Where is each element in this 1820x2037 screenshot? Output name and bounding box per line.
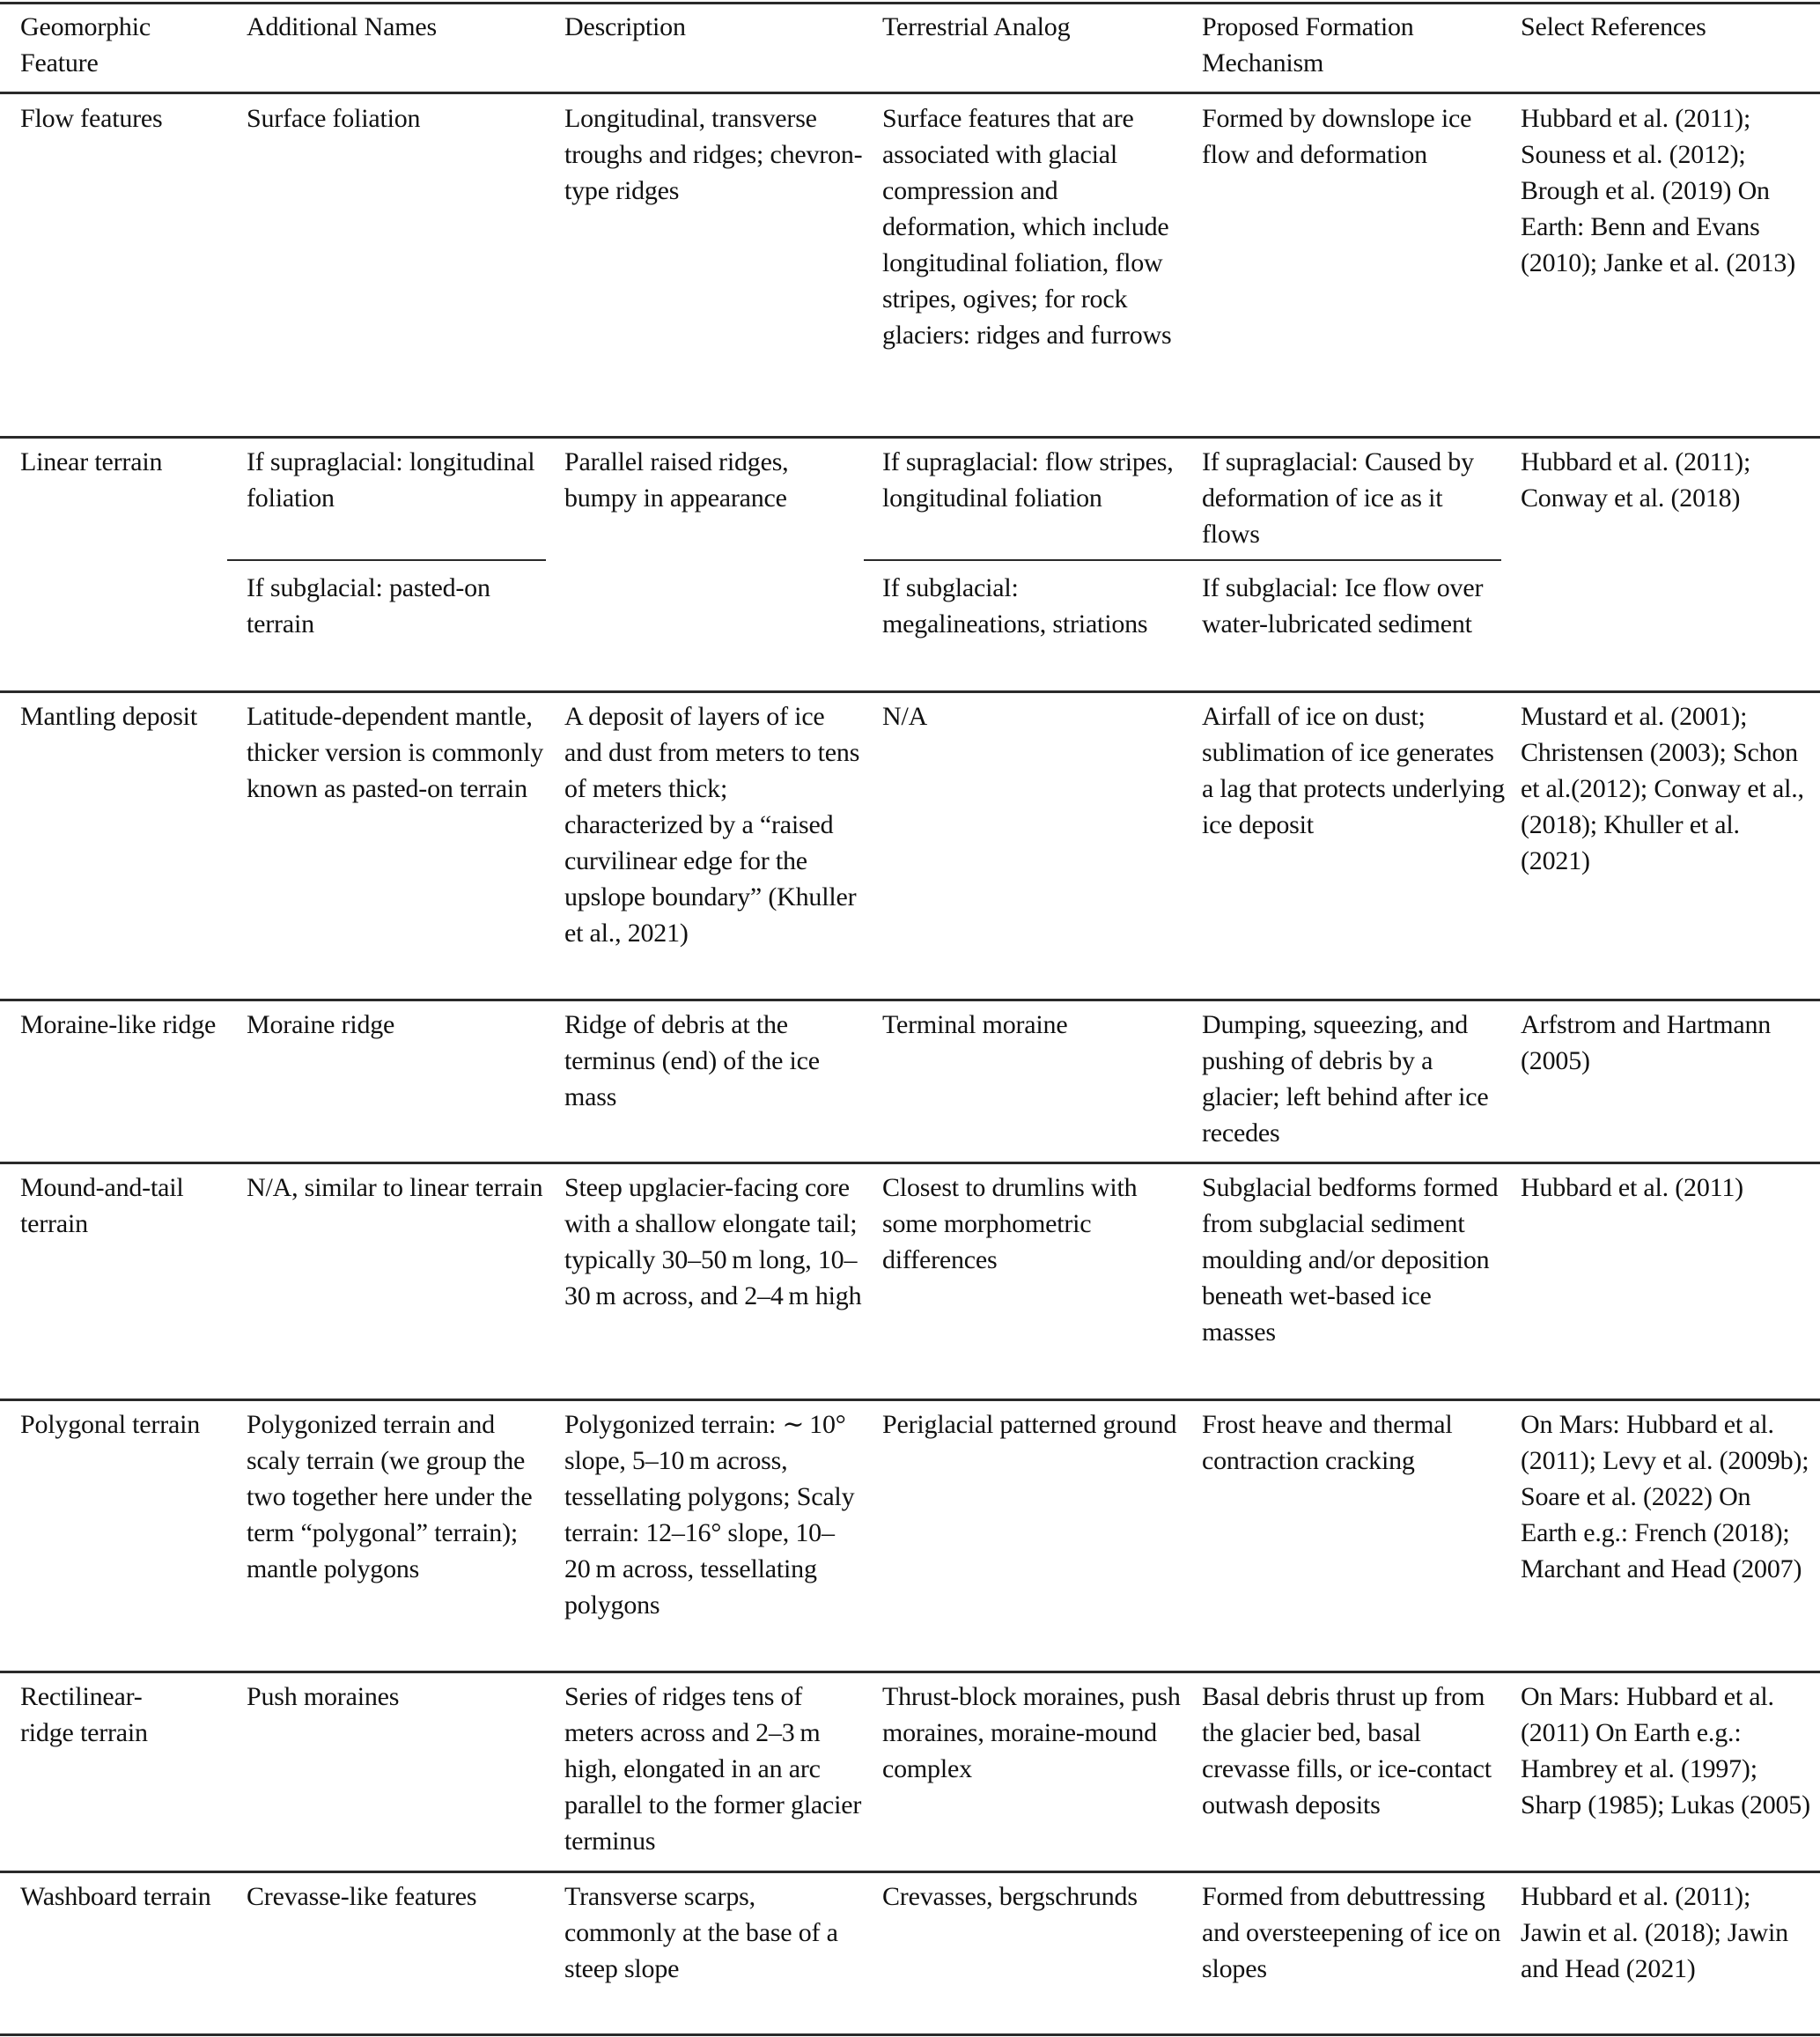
row-divider	[0, 999, 1820, 1001]
header-description: Description	[564, 12, 686, 41]
cell-references: Hubbard et al. (2011); Souness et al. (2012); Brough et al. (2019) On Earth: Benn and Evans (2010); Janke et al. (2013)	[1521, 104, 1796, 277]
cell-references: Mustard et al. (2001); Christensen (2003); Schon et al.(2012); Conway et al., (2018); Khuller et al. (2021)	[1521, 702, 1804, 875]
row-divider	[0, 436, 1820, 439]
header-select-references: Select References	[1521, 12, 1706, 41]
cell-feature: Moraine-like ridge	[20, 1010, 217, 1039]
cell-feature: Mantling deposit	[20, 702, 197, 731]
cell-additional-names-supraglacial: If supraglacial: longitudinal foliation	[247, 447, 535, 513]
cell-mechanism: Formed by downslope ice flow and deformation	[1202, 104, 1472, 169]
linear-terrain-subdivider-analog-mechanism	[864, 559, 1501, 561]
cell-mechanism: Dumping, squeezing, and pushing of debris by a glacier; left behind after ice recedes	[1202, 1010, 1489, 1148]
table-top-rule	[0, 2, 1820, 4]
row-divider	[0, 1399, 1820, 1401]
cell-description: Series of ridges tens of meters across and 2–3 m high, elongated in an arc parallel to the former glacier terminus	[564, 1682, 862, 1856]
cell-terrestrial-analog-subglacial: If subglacial: megalineations, striations	[882, 573, 1148, 638]
cell-additional-names: Surface foliation	[247, 104, 421, 133]
cell-mechanism: Formed from debuttressing and oversteepening of ice on slopes	[1202, 1882, 1501, 1983]
cell-mechanism: Airfall of ice on dust; sublimation of ice generates a lag that protects underlying ice deposit	[1202, 702, 1505, 839]
cell-additional-names: Latitude-dependent mantle, thicker version is commonly known as pasted-on terrain	[247, 702, 544, 803]
cell-additional-names-subglacial: If subglacial: pasted-on terrain	[247, 573, 490, 638]
cell-mechanism-subglacial: If subglacial: Ice flow over water-lubricated sediment	[1202, 573, 1484, 638]
cell-feature: Washboard terrain	[20, 1882, 211, 1911]
cell-additional-names: Moraine ridge	[247, 1010, 395, 1039]
cell-references: Hubbard et al. (2011); Conway et al. (2018)	[1521, 447, 1751, 513]
cell-references: On Mars: Hubbard et al. (2011); Levy et al. (2009b); Soare et al. (2022) On Earth e.g.: French (2018); Marchant and Head (2007)	[1521, 1410, 1809, 1583]
table-bottom-rule	[0, 2033, 1820, 2036]
cell-terrestrial-analog: Terminal moraine	[882, 1010, 1068, 1039]
header-bottom-rule	[0, 92, 1820, 94]
cell-additional-names: N/A, similar to linear terrain	[247, 1173, 543, 1202]
cell-description: A deposit of layers of ice and dust from meters to tens of meters thick; characterized by a “raised curvilinear edge for the upslope boundary” (Khuller et al., 2021)	[564, 702, 860, 948]
cell-description: Ridge of debris at the terminus (end) of the ice mass	[564, 1010, 820, 1111]
cell-terrestrial-analog: Thrust-block moraines, push moraines, moraine-mound complex	[882, 1682, 1181, 1783]
cell-feature: Polygonal terrain	[20, 1410, 201, 1439]
cell-terrestrial-analog: Surface features that are associated with glacial compression and deformation, which include longitudinal foliation, flow stripes, ogives; for rock glaciers: ridges and furrows	[882, 104, 1172, 350]
cell-feature: Mound-and-tail terrain	[20, 1173, 184, 1238]
header-formation-mechanism: Proposed Formation Mechanism	[1202, 12, 1414, 77]
cell-feature: Rectilinear-ridge terrain	[20, 1682, 148, 1747]
cell-feature: Linear terrain	[20, 447, 163, 476]
cell-references: Hubbard et al. (2011)	[1521, 1173, 1743, 1202]
cell-terrestrial-analog: Crevasses, bergschrunds	[882, 1882, 1138, 1911]
row-divider	[0, 690, 1820, 693]
cell-mechanism-supraglacial: If supraglacial: Caused by deformation of ice as it flows	[1202, 447, 1474, 549]
cell-description: Polygonized terrain: ∼ 10° slope, 5–10 m across, tessellating polygons; Scaly terrain: 12–16° slope, 10–20 m across, tessellating polygons	[564, 1410, 855, 1620]
cell-additional-names: Polygonized terrain and scaly terrain (we group the two together here under the term “polygonal” terrain); mantle polygons	[247, 1410, 533, 1583]
cell-terrestrial-analog-supraglacial: If supraglacial: flow stripes, longitudinal foliation	[882, 447, 1174, 513]
cell-description: Longitudinal, transverse troughs and ridges; chevron-type ridges	[564, 104, 863, 205]
header-additional-names: Additional Names	[247, 12, 437, 41]
cell-description: Transverse scarps, commonly at the base of a steep slope	[564, 1882, 838, 1983]
cell-terrestrial-analog: Periglacial patterned ground	[882, 1410, 1177, 1439]
cell-feature: Flow features	[20, 104, 163, 133]
cell-terrestrial-analog: Closest to drumlins with some morphometric differences	[882, 1173, 1138, 1274]
cell-additional-names: Push moraines	[247, 1682, 400, 1711]
row-divider	[0, 1162, 1820, 1164]
cell-description: Steep upglacier-facing core with a shallow elongate tail; typically 30–50 m long, 10–30 m across, and 2–4 m high	[564, 1173, 862, 1310]
cell-mechanism: Frost heave and thermal contraction cracking	[1202, 1410, 1453, 1475]
cell-terrestrial-analog: N/A	[882, 702, 928, 731]
linear-terrain-subdivider-names	[227, 559, 546, 561]
row-divider	[0, 1871, 1820, 1873]
cell-description: Parallel raised ridges, bumpy in appearance	[564, 447, 789, 513]
cell-mechanism: Subglacial bedforms formed from subglacial sediment moulding and/or deposition beneath wet-based ice masses	[1202, 1173, 1499, 1347]
cell-references: Hubbard et al. (2011); Jawin et al. (2018); Jawin and Head (2021)	[1521, 1882, 1788, 1983]
cell-references: On Mars: Hubbard et al. (2011) On Earth e.g.: Hambrey et al. (1997); Sharp (1985); Lukas (2005)	[1521, 1682, 1810, 1819]
row-divider	[0, 1671, 1820, 1673]
header-geomorphic-feature: Geomorphic Feature	[20, 12, 151, 77]
header-terrestrial-analog: Terrestrial Analog	[882, 12, 1071, 41]
cell-mechanism: Basal debris thrust up from the glacier bed, basal crevasse fills, or ice-contact outwash deposits	[1202, 1682, 1492, 1819]
cell-references: Arfstrom and Hartmann (2005)	[1521, 1010, 1772, 1075]
cell-additional-names: Crevasse-like features	[247, 1882, 477, 1911]
